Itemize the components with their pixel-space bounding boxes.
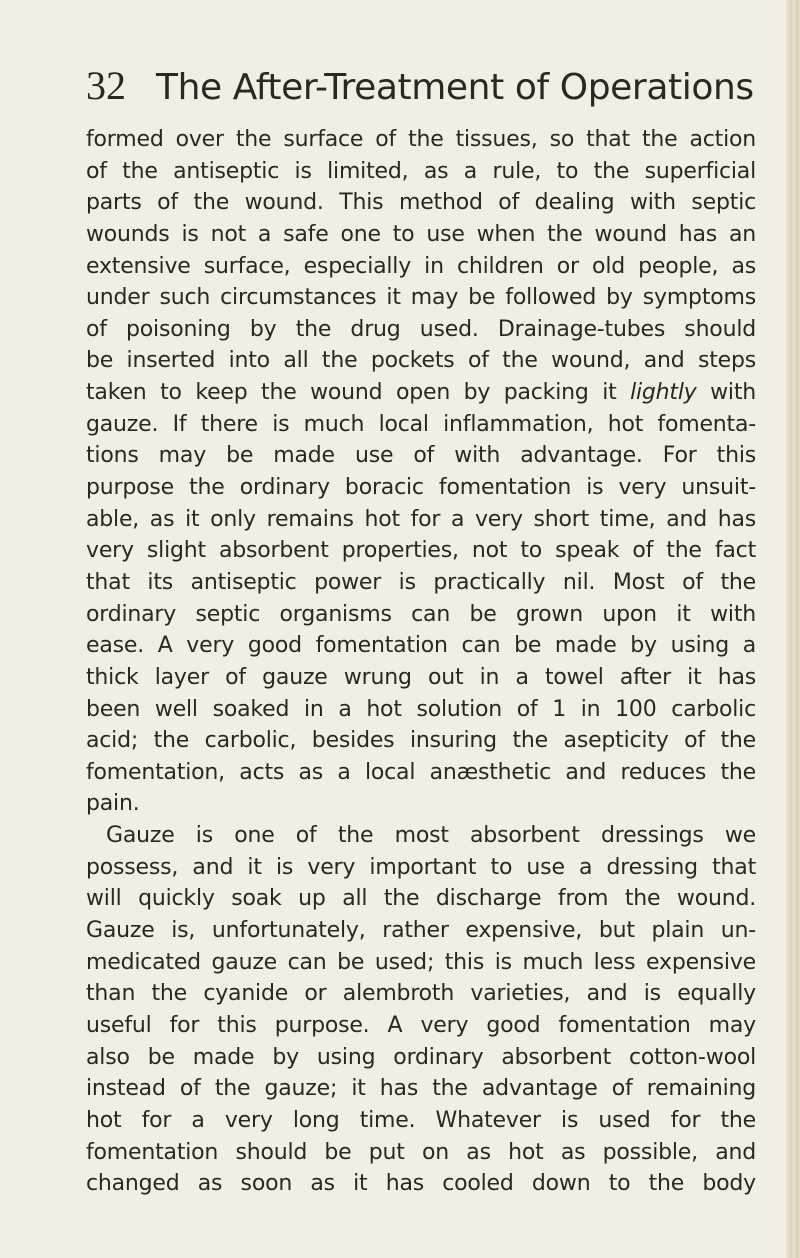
- text-line: pain.: [86, 791, 140, 817]
- page-number: 32: [86, 63, 126, 108]
- text-line: fomentation, acts as a local anæsthetic and reduces the: [86, 759, 756, 785]
- text-run: with: [696, 380, 756, 406]
- text-line: instead of the gauze; it has the advantage of remaining: [86, 1076, 756, 1102]
- text-line: that its antiseptic power is practically nil. Most of the: [86, 569, 756, 595]
- text-line: parts of the wound. This method of dealing with septic: [86, 190, 756, 216]
- text-line: fomentation should be put on as hot as possible, and: [86, 1139, 756, 1165]
- text-line: purpose the ordinary boracic fomentation is very unsuit-: [86, 475, 756, 501]
- text-line: medicated gauze can be used; this is much less expensive: [86, 949, 756, 975]
- paragraph-2: [86, 820, 756, 1200]
- running-title: The After-Treatment of Operations: [156, 67, 754, 108]
- text-line: wounds is not a safe one to use when the wound has an: [86, 221, 756, 247]
- page-edge: [786, 0, 800, 1258]
- text-line: [86, 377, 756, 409]
- text-line: Gauze is, unfortunately, rather expensive, but plain un-: [86, 918, 756, 944]
- text-line: very slight absorbent properties, not to speak of the fact: [86, 538, 756, 564]
- text-line: hot for a very long time. Whatever is used for the: [86, 1107, 756, 1133]
- text-line: ordinary septic organisms can be grown upon it with: [86, 601, 756, 627]
- text-line: gauze. If there is much local inflammation, hot fomenta-: [86, 411, 756, 437]
- text-line: possess, and it is very important to use a dressing that: [86, 854, 756, 880]
- text-line: thick layer of gauze wrung out in a towel after it has: [86, 664, 756, 690]
- text-line: acid; the carbolic, besides insuring the asepticity of the: [86, 728, 756, 754]
- text-line: be inserted into all the pockets of the wound, and steps: [86, 348, 756, 374]
- text-line: been well soaked in a hot solution of 1 in 100 carbolic: [86, 696, 756, 722]
- running-header: [86, 62, 754, 118]
- italic-emphasis: lightly: [630, 380, 697, 406]
- text-line: of the antiseptic is limited, as a rule, to the superficial: [86, 158, 756, 184]
- text-line: able, as it only remains hot for a very short time, and has: [86, 506, 756, 532]
- text-line: changed as soon as it has cooled down to the body: [86, 1171, 756, 1197]
- text-line: will quickly soak up all the discharge from the wound.: [86, 886, 756, 912]
- text-line: ease. A very good fomentation can be made by using a: [86, 633, 756, 659]
- text-line: of poisoning by the drug used. Drainage-tubes should: [86, 316, 756, 342]
- text-run: taken to keep the wound open by packing it: [86, 380, 631, 406]
- text-line: tions may be made use of with advantage. For this: [86, 443, 756, 469]
- text-line: also be made by using ordinary absorbent cotton-wool: [86, 1044, 756, 1070]
- body-text: [86, 124, 756, 1200]
- text-line: formed over the surface of the tissues, so that the action: [86, 127, 756, 152]
- text-line: extensive surface, especially in children or old people, as: [86, 253, 756, 279]
- paragraph-1: [86, 124, 756, 820]
- text-line: Gauze is one of the most absorbent dressings we: [106, 823, 756, 849]
- text-line: under such circumstances it may be followed by symptoms: [86, 285, 756, 311]
- text-line: than the cyanide or alembroth varieties, and is equally: [86, 981, 756, 1007]
- text-line: useful for this purpose. A very good fomentation may: [86, 1012, 756, 1038]
